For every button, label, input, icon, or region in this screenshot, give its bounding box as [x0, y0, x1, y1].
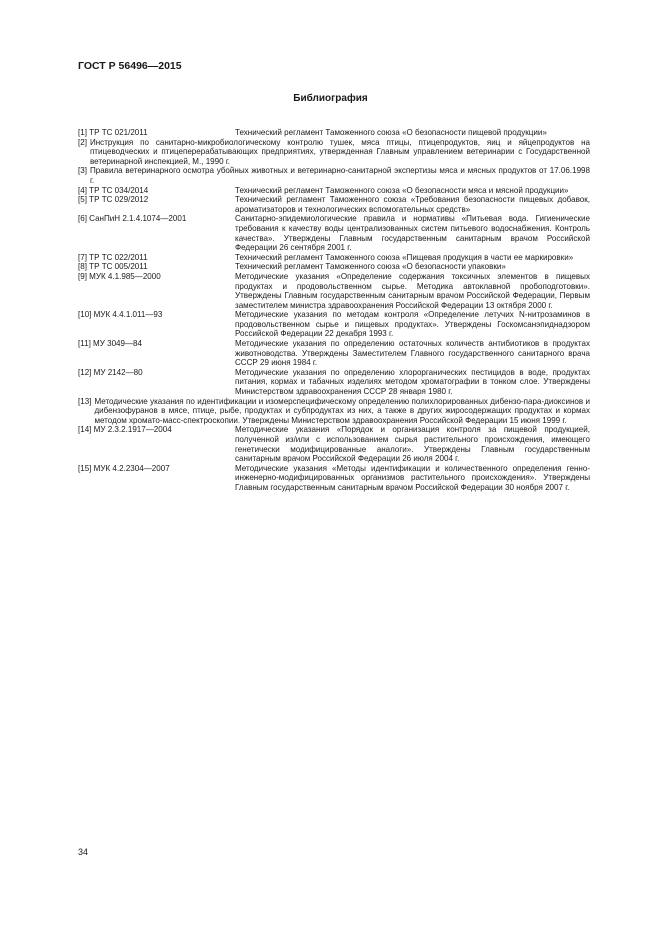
bib-ref: [10] МУК 4.4.1.011—93	[78, 310, 163, 320]
bib-entry-14	[78, 425, 590, 463]
bib-text: Методические указания по определению остаточных количеств антибиотиков в продуктах животноводства. Утверждены Заместителем Главного государственного санитарного врача СССР 29 июня 1984 г.	[235, 339, 590, 368]
bib-ref: [14] МУ 2.3.2.1917—2004	[78, 425, 172, 435]
bib-text: Методические указания по методам контроля «Определение летучих N-нитрозаминов в продовольственном сырье и пищевых продуктах». Утверждены Госкомсанэпиднадзором Российской Федерации 22 декабря 1993 г.	[235, 310, 590, 339]
bib-text: Технический регламент Таможенного союза «Пищевая продукция в части ее маркировки»	[235, 252, 574, 262]
bib-text: Технический регламент Таможенного союза «Требования безопасности пищевых добавок, ароматизаторов и технологических вспомогательных средств»	[235, 195, 590, 214]
bib-text: Технический регламент Таможенного союза «О безопасности мяса и мясной продукции»	[235, 185, 569, 195]
bib-ref: [5] ТР ТС 029/2012	[78, 195, 149, 205]
bib-ref: [6] СанПиН 2.1.4.1074—2001	[78, 214, 187, 224]
bib-entry-1	[78, 128, 590, 138]
page-number: 34	[78, 847, 89, 857]
bib-text: Методические указания по идентификации и изомерспецифическому определению полихлорированных дибензо-пара-диоксинов и дибензофуранов в мясе, птице, рыбе, продуктах и субпродуктах из них, а также в других жиросодержащих продуктах и кормах методом хромато-масс-спектроскопии. Утверждены Министерством здравоохранения Российской Федерации 15 июня 1999 г.	[94, 396, 590, 425]
bib-ref: [9] МУК 4.1.985—2000	[78, 271, 161, 281]
bib-ref: [15] МУК 4.2.2304—2007	[78, 463, 170, 473]
bibliography-title: Библиография	[293, 93, 368, 104]
bib-text: Инструкция по санитарно-микробиологическому контролю тушек, мяса птицы, птицепродуктов, яиц и яйцепродуктов на птицеводческих и птицеперерабатывающих предприятиях, утвержденная Главным управлением ветеринарии с Государственной ветеринарной инспекцией, М., 1990 г.	[89, 137, 590, 166]
bib-entry-9	[78, 272, 590, 310]
bib-text: Правила ветеринарного осмотра убойных животных и ветеринарно-санитарной экспертизы мяса и мясных продуктов от 17.06.1998 г.	[89, 166, 590, 185]
bib-entry-10	[78, 310, 590, 339]
bib-num: [3]	[78, 166, 87, 176]
bib-ref: [7] ТР ТС 022/2011	[78, 252, 148, 262]
bib-ref: [8] ТР ТС 005/2011	[78, 262, 148, 272]
bib-text: Технический регламент Таможенного союза «О безопасности пищевой продукции»	[235, 128, 547, 137]
bib-entry-11	[78, 339, 590, 368]
bib-ref: [4] ТР ТС 034/2014	[78, 185, 149, 195]
bib-entry-13	[78, 397, 590, 426]
bib-ref: [1] ТР ТС 021/2011	[78, 128, 148, 137]
bib-text: Методические указания «Определение содержания токсичных элементов в пищевых продуктах и продовольственном сырье. Методика автоклавной пробоподготовки». Утверждены Главным государственным санитарным врачом Российской Федерации, Первым заместителем министра здравоохранения Российской Федерации 13 октября 2000 г.	[235, 271, 590, 310]
bib-entry-4	[78, 186, 590, 196]
bib-text: Санитарно-эпидемиологические правила и нормативы «Питьевая вода. Гигиенические требования к качеству воды централизованных систем питьевого водоснабжения. Контроль качества». Утверждены Главным государственным санитарным врачом Российской Федерации 26 сентября 2001 г.	[235, 214, 590, 253]
bib-entry-12	[78, 368, 590, 397]
bib-text: Технический регламент Таможенного союза «О безопасности упаковки»	[235, 262, 506, 272]
bib-ref: [11] МУ 3049—84	[78, 339, 143, 349]
bib-entry-8	[78, 262, 590, 272]
bib-text: Методические указания «Порядок и организация контроля за пищевой продукцией, полученной из/или с использованием сырья растительного происхождения, имеющего генетически модифицированные аналоги». Утверждены Главным государственным санитарным врачом Российской Федерации 26 июля 2004 г.	[235, 425, 590, 464]
bib-entry-5	[78, 195, 590, 214]
bib-num: [2]	[78, 137, 87, 147]
bib-num: [13]	[78, 396, 92, 406]
bib-entry-7	[78, 253, 590, 263]
bib-ref: [12] МУ 2142—80	[78, 367, 143, 377]
bib-entry-15	[78, 464, 590, 493]
standard-header: ГОСТ Р 56496—2015	[78, 60, 182, 72]
bib-text: Методические указания по определению хлорорганических пестицидов в воде, продуктах питания, кормах и табачных изделиях методом хроматографии в тонком слое. Утверждены Министерством здравоохранения СССР 28 января 1980 г.	[235, 367, 590, 397]
bibliography-list	[78, 128, 590, 493]
bib-entry-3	[78, 166, 590, 185]
bib-entry-2	[78, 138, 590, 167]
bib-text: Методические указания «Методы идентификации и количественного определения генно-инженерно-модифицированных организмов растительного происхождения». Утверждены Главным государственным санитарным врачом Российской Федерации 30 ноября 2007 г.	[235, 463, 590, 492]
bib-entry-6	[78, 214, 590, 252]
